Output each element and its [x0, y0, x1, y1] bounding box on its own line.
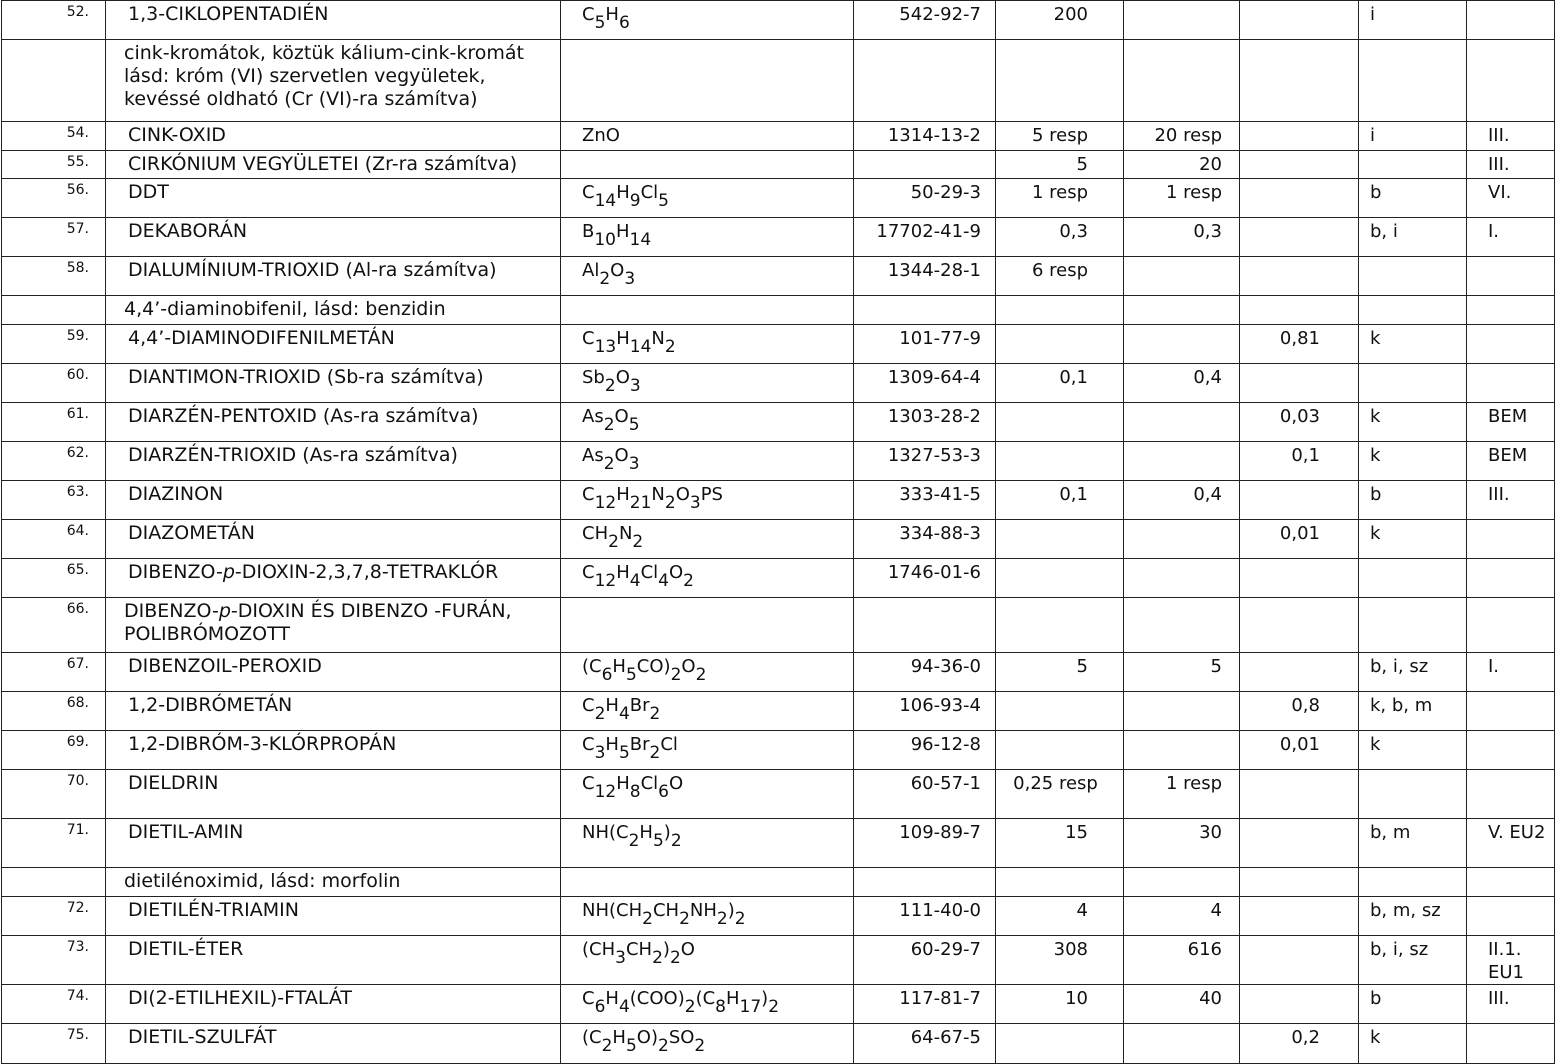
- reference-cell: [1467, 1024, 1555, 1064]
- substance-name: DIETIL-ÉTER: [106, 936, 561, 985]
- notes-cell: k: [1359, 442, 1467, 481]
- limit-value-1: [996, 559, 1124, 598]
- table-row: [2, 151, 1555, 179]
- chemical-formula: $(C_6H_5CO)_2O_2$: [561, 653, 854, 692]
- limit-value-2: [1124, 40, 1240, 122]
- notes-cell: k: [1359, 325, 1467, 364]
- notes-cell: [1359, 296, 1467, 325]
- chemical-formula: $C_5H_6$: [561, 1, 854, 40]
- notes-cell: [1359, 868, 1467, 897]
- notes-cell: [1359, 40, 1467, 122]
- limit-value-2: 0,4: [1124, 481, 1240, 520]
- reference-cell: BEM: [1467, 442, 1555, 481]
- limit-value-2: 0,3: [1124, 218, 1240, 257]
- table-row: [2, 1024, 1555, 1064]
- chemical-formula: $CH_2N_2$: [561, 520, 854, 559]
- limit-value-3: [1240, 296, 1359, 325]
- limit-value-1: 5: [996, 151, 1124, 179]
- limit-value-2: [1124, 325, 1240, 364]
- limit-value-1: 0,3: [996, 218, 1124, 257]
- cas-number: 96-12-8: [854, 731, 996, 770]
- reference-cell: I.: [1467, 218, 1555, 257]
- cas-number: [854, 868, 996, 897]
- limit-value-3: [1240, 598, 1359, 653]
- reference-cell: [1467, 692, 1555, 731]
- limit-value-2: 1 resp: [1124, 770, 1240, 819]
- cas-number: 17702-41-9: [854, 218, 996, 257]
- limit-value-3: [1240, 559, 1359, 598]
- reference-cell: [1467, 731, 1555, 770]
- reference-cell: I.: [1467, 653, 1555, 692]
- notes-cell: b, m: [1359, 819, 1467, 868]
- limit-value-1: 15: [996, 819, 1124, 868]
- limit-value-3: [1240, 179, 1359, 218]
- row-number: 56.: [2, 179, 106, 218]
- notes-cell: [1359, 151, 1467, 179]
- substance-name: DI(2-ETILHEXIL)-FTALÁT: [106, 985, 561, 1024]
- table-row: [2, 985, 1555, 1024]
- cas-number: 1746-01-6: [854, 559, 996, 598]
- chemical-formula: $B_{10}H_{14}$: [561, 218, 854, 257]
- substance-name: 4,4’-diaminobifenil, lásd: benzidin: [106, 296, 561, 325]
- reference-cell: [1467, 897, 1555, 936]
- limit-value-1: 6 resp: [996, 257, 1124, 296]
- reference-cell: III.: [1467, 481, 1555, 520]
- cas-number: [854, 296, 996, 325]
- substance-name: 4,4’-DIAMINODIFENILMETÁN: [106, 325, 561, 364]
- cas-number: 64-67-5: [854, 1024, 996, 1064]
- limit-value-3: [1240, 257, 1359, 296]
- table-row: [2, 897, 1555, 936]
- limit-value-1: [996, 1024, 1124, 1064]
- row-number: 68.: [2, 692, 106, 731]
- reference-cell: [1467, 559, 1555, 598]
- row-number: 58.: [2, 257, 106, 296]
- row-number: 52.: [2, 1, 106, 40]
- reference-cell: V. EU2: [1467, 819, 1555, 868]
- cas-number: 334-88-3: [854, 520, 996, 559]
- substance-name: DIARZÉN-PENTOXID (As-ra számítva): [106, 403, 561, 442]
- row-number: 54.: [2, 122, 106, 151]
- cas-number: 117-81-7: [854, 985, 996, 1024]
- row-number: 67.: [2, 653, 106, 692]
- chemical-formula: $C_{12}H_4Cl_4O_2$: [561, 559, 854, 598]
- table-row: [2, 122, 1555, 151]
- chemical-formula: [561, 868, 854, 897]
- reference-cell: [1467, 1, 1555, 40]
- row-number: 60.: [2, 364, 106, 403]
- table-row: [2, 692, 1555, 731]
- substance-name: 1,3-CIKLOPENTADIÉN: [106, 1, 561, 40]
- limit-value-3: [1240, 151, 1359, 179]
- limit-value-3: [1240, 985, 1359, 1024]
- row-number: 74.: [2, 985, 106, 1024]
- cas-number: 60-57-1: [854, 770, 996, 819]
- table-row: [2, 598, 1555, 653]
- row-number: 57.: [2, 218, 106, 257]
- substance-name: DDT: [106, 179, 561, 218]
- limit-value-1: 308: [996, 936, 1124, 985]
- cas-number: 60-29-7: [854, 936, 996, 985]
- reference-cell: [1467, 868, 1555, 897]
- limit-value-1: 0,1: [996, 364, 1124, 403]
- chemical-formula: $C_2H_4Br_2$: [561, 692, 854, 731]
- row-number: [2, 868, 106, 897]
- notes-cell: k: [1359, 1024, 1467, 1064]
- limit-value-1: 1 resp: [996, 179, 1124, 218]
- row-number: 59.: [2, 325, 106, 364]
- chemical-formula: $C_{14}H_9Cl_5$: [561, 179, 854, 218]
- limit-value-2: [1124, 559, 1240, 598]
- limit-value-2: [1124, 442, 1240, 481]
- reference-cell: [1467, 325, 1555, 364]
- chemical-formula: $(CH_3CH_2)_2O$: [561, 936, 854, 985]
- limit-value-2: 1 resp: [1124, 179, 1240, 218]
- chemical-formula: [561, 598, 854, 653]
- limit-value-3: [1240, 897, 1359, 936]
- limit-value-2: 20 resp: [1124, 122, 1240, 151]
- substance-name: DIAZINON: [106, 481, 561, 520]
- chemical-formula: [561, 151, 854, 179]
- limit-value-3: [1240, 819, 1359, 868]
- limit-value-3: [1240, 481, 1359, 520]
- row-number: 63.: [2, 481, 106, 520]
- table-body: [2, 1, 1555, 1064]
- reference-cell: BEM: [1467, 403, 1555, 442]
- reference-cell: [1467, 598, 1555, 653]
- limit-value-2: [1124, 520, 1240, 559]
- row-number: 72.: [2, 897, 106, 936]
- table-row: [2, 1, 1555, 40]
- substance-name: cink-kromátok, köztük kálium-cink-kromát lásd: króm (VI) szervetlen vegyületek, kevéssé oldható (Cr (VI)-ra számítva): [106, 40, 561, 122]
- row-number: 70.: [2, 770, 106, 819]
- reference-cell: VI.: [1467, 179, 1555, 218]
- cas-number: 333-41-5: [854, 481, 996, 520]
- notes-cell: k, b, m: [1359, 692, 1467, 731]
- table-row: [2, 559, 1555, 598]
- notes-cell: b, i: [1359, 218, 1467, 257]
- limit-value-2: [1124, 1, 1240, 40]
- table-row: [2, 731, 1555, 770]
- notes-cell: [1359, 364, 1467, 403]
- limit-value-3: 0,01: [1240, 520, 1359, 559]
- limit-value-3: 0,8: [1240, 692, 1359, 731]
- substance-name: CIRKÓNIUM VEGYÜLETEI (Zr-ra számítva): [106, 151, 561, 179]
- chemical-formula: $As_2O_5$: [561, 403, 854, 442]
- limit-value-3: 0,2: [1240, 1024, 1359, 1064]
- limit-value-3: [1240, 936, 1359, 985]
- limit-value-1: [996, 403, 1124, 442]
- substance-name: DIANTIMON-TRIOXID (Sb-ra számítva): [106, 364, 561, 403]
- row-number: 65.: [2, 559, 106, 598]
- reference-cell: III.: [1467, 985, 1555, 1024]
- row-number: 66.: [2, 598, 106, 653]
- limit-value-3: 0,03: [1240, 403, 1359, 442]
- notes-cell: b: [1359, 179, 1467, 218]
- limit-value-1: [996, 520, 1124, 559]
- reference-cell: III.: [1467, 122, 1555, 151]
- substance-name: 1,2-DIBRÓMETÁN: [106, 692, 561, 731]
- limit-value-2: [1124, 868, 1240, 897]
- table-row: [2, 257, 1555, 296]
- limit-value-1: 5: [996, 653, 1124, 692]
- table-row: [2, 403, 1555, 442]
- cas-number: 94-36-0: [854, 653, 996, 692]
- substance-name: dietilénoximid, lásd: morfolin: [106, 868, 561, 897]
- limit-value-1: 0,25 resp: [996, 770, 1124, 819]
- reference-cell: [1467, 257, 1555, 296]
- substance-name: DIBENZO-p-DIOXIN ÉS DIBENZO -FURÁN, POLIBRÓMOZOTT: [106, 598, 561, 653]
- reference-cell: [1467, 296, 1555, 325]
- limit-value-3: [1240, 40, 1359, 122]
- limit-value-2: [1124, 1024, 1240, 1064]
- limit-value-1: 0,1: [996, 481, 1124, 520]
- limit-value-1: [996, 442, 1124, 481]
- cas-number: 1327-53-3: [854, 442, 996, 481]
- cas-number: 1303-28-2: [854, 403, 996, 442]
- table-row-reference: [2, 868, 1555, 897]
- cas-number: [854, 598, 996, 653]
- limit-value-3: [1240, 1, 1359, 40]
- table-row: [2, 325, 1555, 364]
- cas-number: [854, 40, 996, 122]
- limit-value-3: 0,01: [1240, 731, 1359, 770]
- substance-name: DIARZÉN-TRIOXID (As-ra számítva): [106, 442, 561, 481]
- row-number: 62.: [2, 442, 106, 481]
- substance-name: DIETILÉN-TRIAMIN: [106, 897, 561, 936]
- substance-name: DEKABORÁN: [106, 218, 561, 257]
- chemical-formula: $C_{12}H_{21}N_2O_3PS$: [561, 481, 854, 520]
- notes-cell: b, m, sz: [1359, 897, 1467, 936]
- cas-number: 106-93-4: [854, 692, 996, 731]
- table-row: [2, 218, 1555, 257]
- table-row: [2, 653, 1555, 692]
- notes-cell: b, i, sz: [1359, 936, 1467, 985]
- cas-number: 542-92-7: [854, 1, 996, 40]
- substance-name: DIBENZO-p-DIOXIN-2,3,7,8-TETRAKLÓR: [106, 559, 561, 598]
- chemical-formula: [561, 40, 854, 122]
- substance-name: DIELDRIN: [106, 770, 561, 819]
- limit-value-1: [996, 598, 1124, 653]
- limit-value-1: 4: [996, 897, 1124, 936]
- table-row: [2, 819, 1555, 868]
- limit-value-2: [1124, 598, 1240, 653]
- limit-value-1: 200: [996, 1, 1124, 40]
- limit-value-3: [1240, 770, 1359, 819]
- notes-cell: [1359, 257, 1467, 296]
- limit-value-2: [1124, 296, 1240, 325]
- limit-value-2: 40: [1124, 985, 1240, 1024]
- row-number: 73.: [2, 936, 106, 985]
- notes-cell: i: [1359, 1, 1467, 40]
- cas-number: [854, 151, 996, 179]
- reference-cell: [1467, 40, 1555, 122]
- notes-cell: b: [1359, 985, 1467, 1024]
- row-number: [2, 296, 106, 325]
- limit-value-2: 30: [1124, 819, 1240, 868]
- notes-cell: k: [1359, 731, 1467, 770]
- limit-value-2: [1124, 257, 1240, 296]
- limit-value-3: [1240, 364, 1359, 403]
- limit-value-1: [996, 325, 1124, 364]
- table-row: [2, 520, 1555, 559]
- table-row: [2, 770, 1555, 819]
- notes-cell: k: [1359, 520, 1467, 559]
- limit-value-3: [1240, 868, 1359, 897]
- limit-value-3: 0,1: [1240, 442, 1359, 481]
- limit-value-2: [1124, 403, 1240, 442]
- substance-name: DIBENZOIL-PEROXID: [106, 653, 561, 692]
- notes-cell: k: [1359, 403, 1467, 442]
- chemical-formula: $C_{12}H_8Cl_6O$: [561, 770, 854, 819]
- chemical-formula: $Al_2O_3$: [561, 257, 854, 296]
- substance-name: DIETIL-AMIN: [106, 819, 561, 868]
- limit-value-1: 5 resp: [996, 122, 1124, 151]
- cas-number: 1309-64-4: [854, 364, 996, 403]
- reference-cell: [1467, 364, 1555, 403]
- table-row: [2, 442, 1555, 481]
- table-row: [2, 481, 1555, 520]
- limit-value-1: [996, 40, 1124, 122]
- table-row-reference: [2, 296, 1555, 325]
- row-number: 69.: [2, 731, 106, 770]
- cas-number: 1314-13-2: [854, 122, 996, 151]
- substance-name: DIETIL-SZULFÁT: [106, 1024, 561, 1064]
- limit-value-2: [1124, 692, 1240, 731]
- row-number: [2, 40, 106, 122]
- notes-cell: [1359, 598, 1467, 653]
- chemical-formula: ZnO: [561, 122, 854, 151]
- limit-value-2: 5: [1124, 653, 1240, 692]
- row-number: 75.: [2, 1024, 106, 1064]
- reference-cell: [1467, 520, 1555, 559]
- limit-value-3: [1240, 122, 1359, 151]
- substance-name: CINK-OXID: [106, 122, 561, 151]
- table-row-reference: [2, 40, 1555, 122]
- limit-value-1: [996, 296, 1124, 325]
- limit-value-2: 0,4: [1124, 364, 1240, 403]
- limit-value-1: [996, 731, 1124, 770]
- limit-value-3: [1240, 218, 1359, 257]
- limit-value-2: [1124, 731, 1240, 770]
- notes-cell: i: [1359, 122, 1467, 151]
- cas-number: 101-77-9: [854, 325, 996, 364]
- limit-value-3: 0,81: [1240, 325, 1359, 364]
- reference-cell: III.: [1467, 151, 1555, 179]
- notes-cell: b, i, sz: [1359, 653, 1467, 692]
- chemical-formula: $NH(C_2H_5)_2$: [561, 819, 854, 868]
- limit-value-2: 20: [1124, 151, 1240, 179]
- limit-value-2: 4: [1124, 897, 1240, 936]
- substance-name: DIALUMÍNIUM-TRIOXID (Al-ra számítva): [106, 257, 561, 296]
- limit-value-1: [996, 692, 1124, 731]
- chemical-formula: $C_3H_5Br_2Cl$: [561, 731, 854, 770]
- cas-number: 1344-28-1: [854, 257, 996, 296]
- row-number: 61.: [2, 403, 106, 442]
- cas-number: 50-29-3: [854, 179, 996, 218]
- notes-cell: [1359, 559, 1467, 598]
- limit-value-1: [996, 868, 1124, 897]
- limit-value-2: 616: [1124, 936, 1240, 985]
- chemical-formula: [561, 296, 854, 325]
- notes-cell: [1359, 770, 1467, 819]
- notes-cell: b: [1359, 481, 1467, 520]
- table-row: [2, 936, 1555, 985]
- chemical-formula: $(C_2H_5O)_2SO_2$: [561, 1024, 854, 1064]
- chemical-limits-table: [1, 0, 1555, 1064]
- limit-value-1: 10: [996, 985, 1124, 1024]
- cas-number: 109-89-7: [854, 819, 996, 868]
- chemical-formula: $NH(CH_2CH_2NH_2)_2$: [561, 897, 854, 936]
- table-row: [2, 179, 1555, 218]
- row-number: 55.: [2, 151, 106, 179]
- substance-name: 1,2-DIBRÓM-3-KLÓRPROPÁN: [106, 731, 561, 770]
- row-number: 71.: [2, 819, 106, 868]
- substance-name: DIAZOMETÁN: [106, 520, 561, 559]
- table-row: [2, 364, 1555, 403]
- chemical-formula: $C_{13}H_{14}N_2$: [561, 325, 854, 364]
- reference-cell: II.1. EU1: [1467, 936, 1555, 985]
- row-number: 64.: [2, 520, 106, 559]
- cas-number: 111-40-0: [854, 897, 996, 936]
- chemical-formula: $As_2O_3$: [561, 442, 854, 481]
- chemical-formula: $Sb_2O_3$: [561, 364, 854, 403]
- limit-value-3: [1240, 653, 1359, 692]
- chemical-formula: $C_6H_4(COO)_2(C_8H_{17})_2$: [561, 985, 854, 1024]
- reference-cell: [1467, 770, 1555, 819]
